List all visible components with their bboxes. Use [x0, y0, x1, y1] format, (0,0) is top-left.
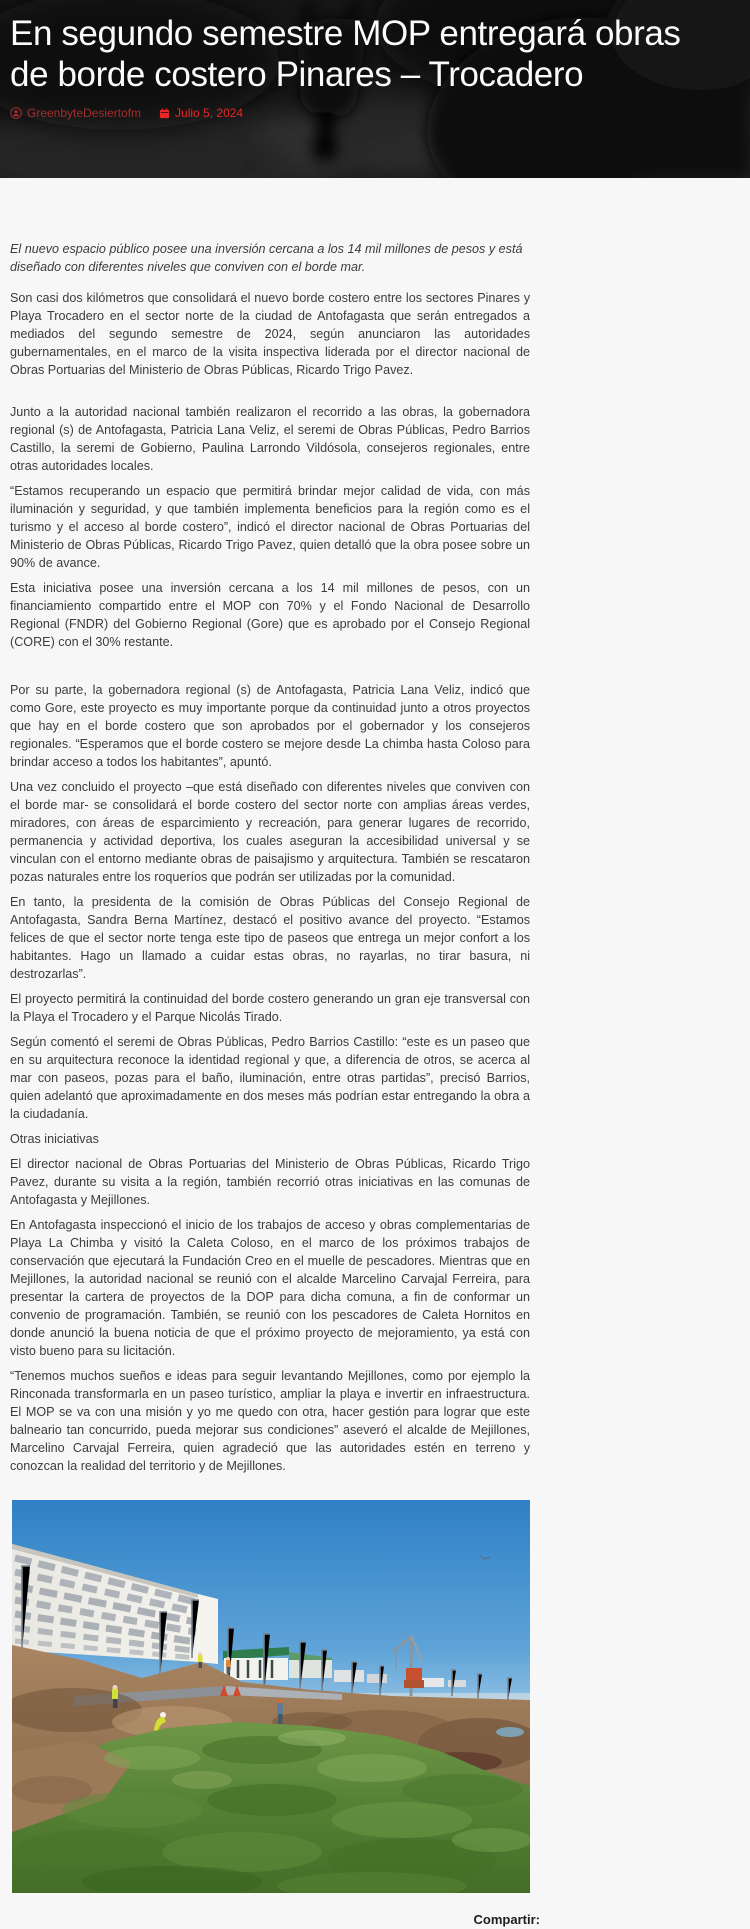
- article-paragraph: Esta iniciativa posee una inversión cercana a los 14 mil millones de pesos, con un financiamiento compartido entre el MOP con 70% y el Fondo Nacional de Desarrollo Regional (FNDR) del Gobierno Regional (Gore) que es aprobado por el Consejo Regional (CORE) con el 30% restante.: [10, 581, 530, 649]
- article-paragraph: En Antofagasta inspeccionó el inicio de los trabajos de acceso y obras complementarias de Playa La Chimba y visitó la Caleta Coloso, en el marco de los próximos trabajos de conservación que ejecutará la Fundación Creo en el muelle de pescadores. Mientras que en Mejillones, la autoridad nacional se reunió con el alcalde Marcelino Carvajal Ferreira, para presentar la cartera de proyectos de la DOP para dicha comuna, a fin de conformar un convenio de programación. También, se reunió con los pescadores de Caleta Hornitos en donde anunció la buena noticia de que el próximo proyecto de mejoramiento, ya está con visto bueno para su licitación.: [10, 1218, 530, 1358]
- article-paragraph: Por su parte, la gobernadora regional (s) de Antofagasta, Patricia Lana Veliz, indicó que como Gore, este proyecto es muy importante porque da continuidad junto a otros proyectos que hay en el borde costero que son aprobados por el gobernador y los consejeros regionales. “Esperamos que el borde costero se mejore desde La chimba hasta Coloso para brindar acceso a todos los habitantes”, apuntó.: [10, 683, 530, 769]
- article-paragraph: El director nacional de Obras Portuarias del Ministerio de Obras Públicas, Ricardo Trigo Pavez, durante su visita a la región, también recorrió otras iniciativas en las comunas de Antofagasta y Mejillones.: [10, 1157, 530, 1207]
- article-header: [0, 0, 750, 178]
- author-link[interactable]: [10, 106, 141, 120]
- article-paragraph: Son casi dos kilómetros que consolidará el nuevo borde costero entre los sectores Pinares y Playa Trocadero en el sector norte de la ciudad de Antofagasta que serán entregados a mediados del segundo semestre de 2024, según anunciaron las autoridades gubernamentales, en el marco de la visita inspectiva liderada por el director nacional de Obras Portuarias del Ministerio de Obras Públicas, Ricardo Trigo Pavez.: [10, 291, 530, 377]
- article-body: [0, 178, 540, 1929]
- article-paragraph: En tanto, la presidenta de la comisión de Obras Públicas del Consejo Regional de Antofagasta, Sandra Berna Martínez, destacó el positivo avance del proyecto. “Estamos felices de que el sector norte tenga este tipo de paseos que entrega un mejor confort a los habitantes. Hago un llamado a cuidar estas obras, no rayarlas, no tirar basura, ni destrozarlas”.: [10, 895, 530, 981]
- author-icon: [10, 107, 22, 119]
- article-subheading: Otras iniciativas: [10, 1132, 99, 1146]
- share-section: [20, 1911, 540, 1929]
- page-title: En segundo semestre MOP entregará obras de borde costero Pinares – Trocadero: [10, 14, 681, 94]
- construction-site-photo: [12, 1500, 530, 1893]
- article-paragraph: Una vez concluido el proyecto –que está diseñado con diferentes niveles que conviven con el borde mar- se consolidará el borde costero del sector norte con amplias áreas verdes, miradores, con áreas de esparcimiento y recreación, para generar lugares de recorrido, permanencia y actividad deportiva, los cuales aseguran la accesibilidad universal y se vinculan con el entorno mediante obras de paisajismo y arquitectura. También se rescataron pozas naturales entre los roqueríos que podrán ser utilizadas por la comunidad.: [10, 780, 530, 884]
- date-text: Julio 5, 2024: [175, 106, 244, 120]
- article-lead: El nuevo espacio público posee una inversión cercana a los 14 mil millones de pesos y está diseñado con diferentes niveles que conviven con el borde mar.: [10, 242, 523, 274]
- article-paragraph: Según comentó el seremi de Obras Públicas, Pedro Barrios Castillo: “este es un paseo que en su arquitectura reconoce la identidad regional y que, a diferencia de otros, se acerca al mar con paseos, pozas para el baño, iluminación, entre otras partidas”, precisó Barrios, quien adelantó que aproximadamente en dos meses más podrían estar entregando la obra a la ciudadanía.: [10, 1035, 530, 1121]
- article-paragraph: “Tenemos muchos sueños e ideas para seguir levantando Mejillones, como por ejemplo la Rinconada transformarla en un paseo turístico, ampliar la playa e invertir en infraestructura. El MOP se va con una misión y yo me quedo con otra, hacer gestión para lograr que este balneario tan concurrido, pueda mejorar sus condiciones” aseveró el alcalde de Mejillones, Marcelino Carvajal Ferreira, quien agradeció que las autoridades estén en terreno y conozcan la realidad del territorio y de Mejillones.: [10, 1369, 530, 1473]
- share-label: Compartir:: [473, 1912, 540, 1927]
- post-meta: [10, 106, 740, 120]
- article-paragraph: Junto a la autoridad nacional también realizaron el recorrido a las obras, la gobernadora regional (s) de Antofagasta, Patricia Lana Veliz, el seremi de Obras Públicas, Pedro Barrios Castillo, la seremi de Gobierno, Paulina Larrondo Vildósola, consejeros regionales, entre otras autoridades locales.: [10, 405, 530, 473]
- post-date: [159, 106, 243, 120]
- author-name: GreenbyteDesiertofm: [27, 106, 142, 120]
- article-photo: [12, 1500, 530, 1893]
- article-paragraph: “Estamos recuperando un espacio que permitirá brindar mejor calidad de vida, con más iluminación y seguridad, y que también implementa beneficios para la región como es el turismo y el acceso al borde costero”, indicó el director nacional de Obras Portuarias del Ministerio de Obras Públicas, Ricardo Trigo Pavez, quien detalló que la obra posee sobre un 90% de avance.: [10, 484, 530, 570]
- calendar-icon: [159, 108, 170, 119]
- article-paragraph: El proyecto permitirá la continuidad del borde costero generando un gran eje transversal con la Playa el Trocadero y el Parque Nicolás Tirado.: [10, 992, 530, 1024]
